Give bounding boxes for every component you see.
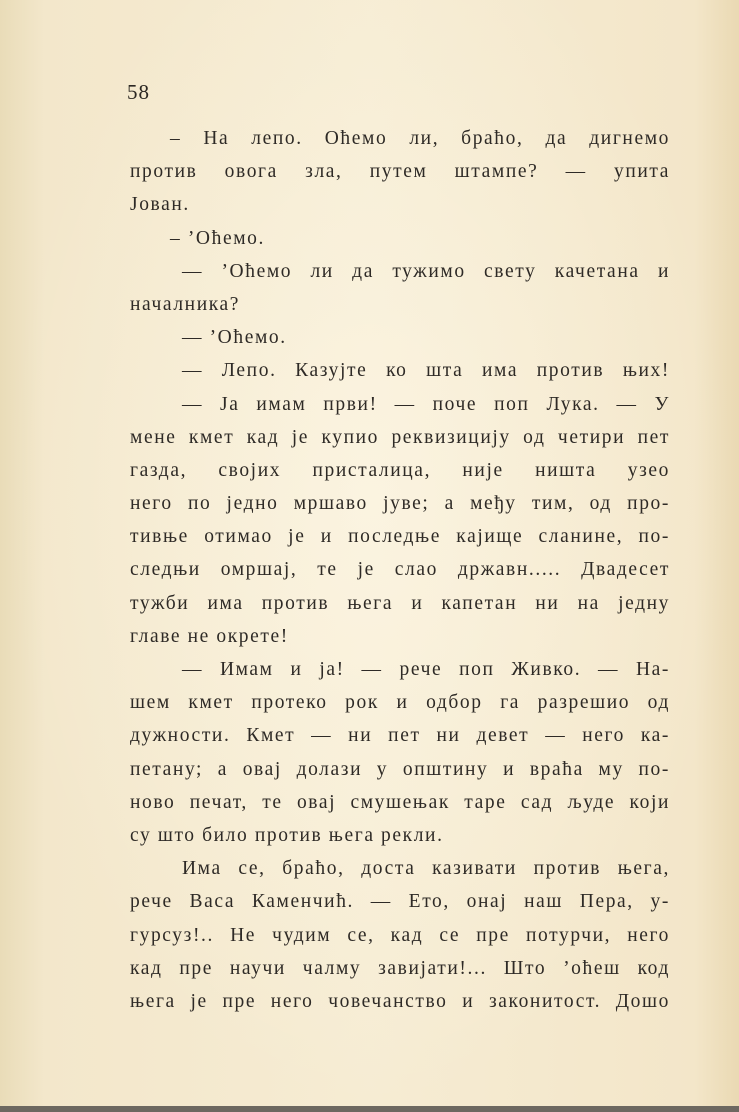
text-line: дужности. Кмет — ни пет ни девет — него ка-	[130, 725, 670, 747]
page-number: 58	[127, 80, 150, 104]
text-line: шем кмет протеко рок и одбор га разрешио од	[130, 692, 670, 714]
text-line: следњи омршај, те је слао државн..... Двадесет	[130, 559, 670, 581]
text-line: су што било против њега рекли.	[130, 824, 444, 846]
text-line: него по једно мршаво јуве; а међу тим, од про-	[130, 493, 670, 515]
text-line: гурсуз!.. Не чудим се, кад се пре потурчи, него	[130, 924, 670, 946]
text-line: – ’Оћемо.	[170, 227, 265, 249]
text-line: тужби има против њега и капетан ни на једну	[130, 592, 670, 614]
text-line: — ’Оћемо ли да тужимо свету качетана и	[182, 260, 670, 282]
text-line: рече Васа Каменчић. — Ето, онај наш Пера, у-	[130, 891, 670, 913]
text-line: главе не окрете!	[130, 625, 289, 647]
text-line: петану; а овај долази у општину и враћа му по-	[130, 758, 670, 780]
text-line: ново печат, те овај смушењак таре сад људе који	[130, 791, 670, 813]
text-line: — Ја имам први! — поче поп Лука. — У	[182, 393, 670, 415]
text-line: кад пре научи чалму завијати!... Што ’оћеш код	[130, 957, 670, 979]
text-line: мене кмет кад је купио реквизицију од четири пет	[130, 426, 670, 448]
text-line: — ’Оћемо.	[182, 327, 287, 349]
text-line: тивње отимао је и последње кајище сланине, по-	[130, 526, 670, 548]
page-bottom-edge	[0, 1106, 739, 1112]
text-line: Јован.	[130, 194, 190, 216]
text-line: газда, својих присталица, није ништа узео	[130, 459, 670, 481]
text-line: – На лепо. Оћемо ли, браћо, да дигнемо	[170, 128, 670, 149]
text-line: — Лепо. Казујте ко шта има против њих!	[182, 360, 670, 382]
text-line: њега је пре него човечанство и законитост. Дошо	[130, 990, 670, 1012]
text-line: началника?	[130, 293, 241, 315]
text-line: Има се, браћо, доста казивати против њега,	[182, 858, 670, 880]
page-text	[130, 122, 670, 1018]
text-line: — Имам и ја! — рече поп Живко. — На-	[182, 659, 670, 680]
text-line: против овога зла, путем штампе? — упита	[130, 161, 670, 183]
